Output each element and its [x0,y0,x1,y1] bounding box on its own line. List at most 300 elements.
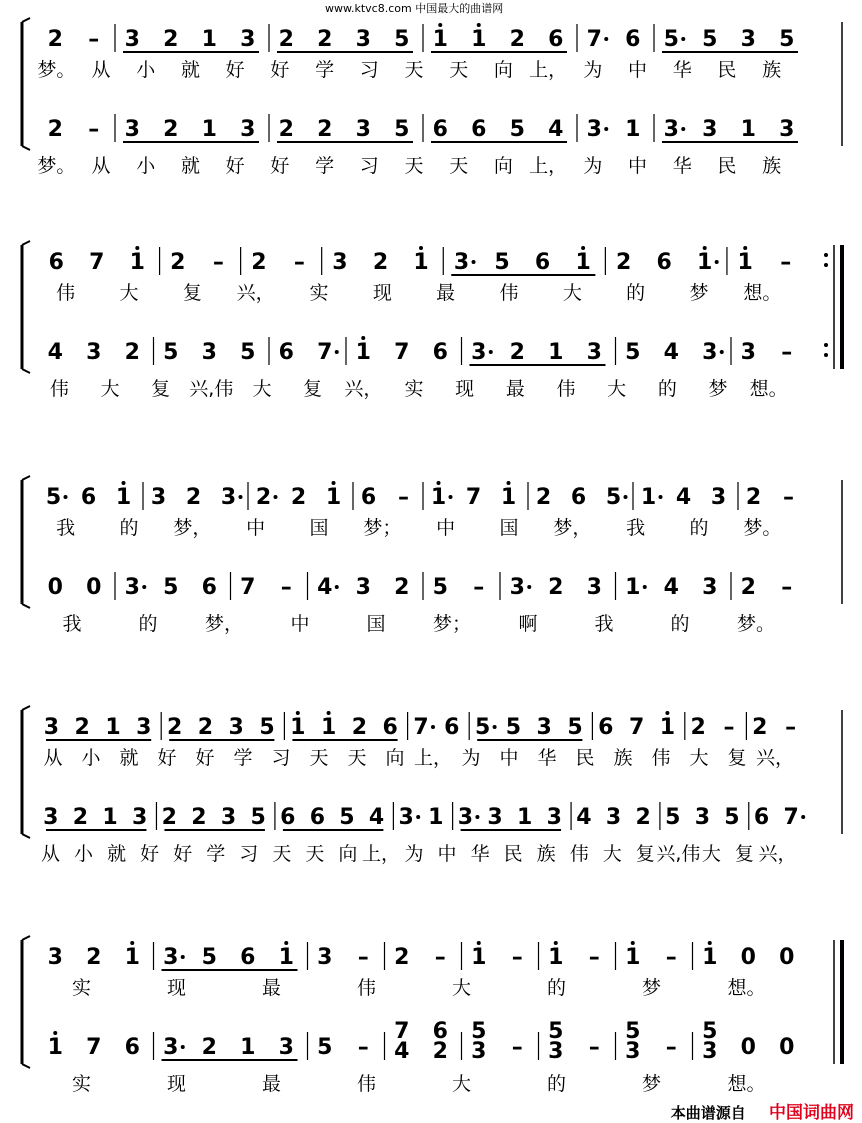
note-s3-v1-b7-1: 7 [783,805,799,830]
note-s4-v1-b3-0-upper: 7 [394,1019,410,1044]
lyric-s3-v1-12: 中 [437,843,457,865]
lyric-s1-v1-3: 兴,伟 [189,378,234,400]
source-footer [671,1098,854,1123]
note-s3-v1-b0-2: 1 [102,805,118,830]
lyric-s1-v1-8: 现 [455,378,475,400]
lyric-s3-v0-14: 民 [575,747,595,769]
note-s2-v0-b5-2-aug-dot [624,495,628,499]
lyric-s1-v1-11: 大 [607,378,627,400]
note-s3-v0-b2-3: 6 [382,715,398,740]
lyric-s0-v1-9: 天 [449,155,469,177]
note-s1-v0-b4-0: 3 [453,250,470,275]
note-s3-v1-b0-3: 3 [131,805,148,830]
lyric-s1-v0-5: 现 [372,282,392,304]
note-s0-v0-b5-2: 3 [740,27,756,52]
lyric-s4-v0-6: 梦 [641,977,662,999]
note-s0-v1-b5-2: 1 [740,117,756,142]
note-s4-v1-b1-0: 3 [163,1035,179,1060]
note-s4-v1-b7-0-upper: 5 [702,1019,718,1044]
note-s4-v0-b1-0-aug-dot [181,955,185,959]
note-s2-v1-b1-0-aug-dot [142,585,146,589]
note-s4-v0-b3-1: – [434,945,446,970]
note-s3-v0-b1-0: 2 [166,715,183,740]
lyric-s1-v0-8: 大 [562,282,582,304]
lyric-s4-v1-4: 大 [451,1073,472,1095]
lyric-s4-v1-5: 的 [546,1073,567,1095]
note-s3-v0-b5-1: 7 [628,715,645,740]
lyric-s2-v0-11: 梦。 [743,517,782,539]
lyric-s0-v1-7: 习 [359,155,379,177]
lyric-s1-v1-1: 大 [100,378,120,400]
note-s1-v1-b3-1: 7 [394,340,410,365]
lyric-s2-v1-5: 梦； [432,613,472,635]
bracket-bottom-0 [22,146,30,150]
note-s2-v0-b0-0: 5 [45,485,62,510]
lyric-s4-v0-1: 现 [166,977,187,999]
lyric-s3-v1-9: 向 [338,843,358,865]
note-s4-v1-b2-1: – [357,1035,369,1060]
note-s2-v1-b4-1: – [473,575,485,600]
lyric-s1-v0-2: 复 [182,282,202,304]
note-s4-v1-b1-1: 2 [201,1035,217,1060]
note-s4-v0-b7-1: 0 [740,945,756,970]
note-s3-v0-b4-0-aug-dot [493,725,497,729]
note-s3-v1-b0-0: 3 [43,805,59,830]
note-s3-v1-b4-2: 1 [516,805,533,830]
lyric-s0-v0-0: 梦。 [37,59,76,81]
note-s0-v1-b5-3: 3 [779,117,795,142]
note-s1-v0-b4-1: 5 [494,250,510,275]
note-s4-v1-b3-0-lower: 4 [394,1039,410,1064]
repeat-dot-0 [824,253,828,257]
lyric-s3-v0-8: 天 [347,747,367,769]
note-s3-v0-b4-1: 5 [505,715,522,740]
note-s0-v0-b5-0-aug-dot [681,37,685,41]
repeat-dot-3 [824,353,828,357]
note-s0-v1-b5-0: 3 [663,117,679,142]
note-s3-v0-b2-2: 2 [351,715,368,740]
note-s4-v1-b5-0-lower: 3 [548,1039,564,1064]
lyric-s4-v1-0: 实 [71,1073,92,1095]
lyric-s0-v0-5: 好 [270,59,290,81]
note-s4-v1-b4-1: – [511,1035,523,1060]
lyric-s3-v1-0: 从 [41,843,61,865]
lyric-s3-v0-1: 小 [81,747,101,769]
note-s1-v0-b4-0-aug-dot [472,260,476,264]
note-s3-v1-b7-0: 6 [753,805,770,830]
note-s3-v0-b0-3: 3 [136,715,152,740]
note-s3-v1-b1-3: 5 [250,805,266,830]
lyric-s3-v1-13: 华 [470,843,490,865]
note-s3-v1-b2-2: 5 [339,805,355,830]
note-s1-v1-b6-1: – [781,340,793,365]
lyric-s3-v1-14: 民 [503,843,523,865]
note-s2-v1-b5-1: 2 [548,575,564,600]
lyric-s1-v0-9: 的 [626,282,646,304]
note-s1-v0-b6-1: – [780,250,792,275]
lyric-s0-v0-10: 向 [493,59,513,81]
note-s1-v1-b1-0: 5 [163,340,179,365]
bracket-bottom-1 [22,369,30,373]
note-s0-v1-b4-0-aug-dot [604,127,608,131]
lyric-s0-v1-4: 好 [225,155,245,177]
note-s0-v1-b1-3: 3 [240,117,256,142]
note-s0-v0-b3-0-octave-dot [438,23,442,27]
note-s3-v0-b3-1: 6 [444,715,460,740]
note-s4-v0-b2-1: – [357,945,369,970]
note-s1-v0-b4-3: 1 [575,250,591,275]
lyric-s0-v1-0: 梦。 [37,155,76,177]
note-s4-v1-b0-2: 6 [124,1035,140,1060]
note-s0-v1-b1-1: 2 [163,117,179,142]
lyric-s0-v1-16: 族 [762,155,782,177]
note-s3-v0-b4-2: 3 [536,715,552,740]
lyric-s3-v1-20: 大 [701,843,721,865]
note-s2-v0-b3-0: 6 [360,485,377,510]
note-s2-v0-b1-0: 3 [150,485,167,510]
lyric-s0-v1-12: 为 [583,155,603,177]
note-s4-v0-b7-0-octave-dot [708,941,712,945]
note-s4-v0-b7-0: 1 [702,945,718,970]
note-s2-v1-b7-1: – [781,575,793,600]
note-s0-v1-b3-3: 4 [548,117,564,142]
lyric-s3-v0-11: 为 [461,747,481,769]
note-s4-v0-b6-0: 1 [625,945,641,970]
note-s2-v0-b1-2-aug-dot [239,495,243,499]
lyric-s1-v1-6: 兴， [344,378,383,400]
note-s2-v1-b3-0: 4 [317,575,333,600]
note-s2-v0-b5-1: 6 [570,485,587,510]
note-s4-v1-b3-1-lower: 2 [432,1039,448,1064]
note-s4-v0-b4-1: – [511,945,523,970]
note-s1-v1-b2-1-aug-dot [335,350,339,354]
lyric-s3-v0-3: 好 [157,747,177,769]
lyric-s0-v1-14: 华 [672,155,692,177]
lyric-s1-v1-5: 复 [303,378,323,400]
bracket-bottom-3 [22,834,30,838]
note-s3-v0-b2-1-octave-dot [327,711,331,715]
lyric-s1-v1-10: 伟 [556,378,576,400]
lyric-s3-v1-15: 族 [536,843,556,865]
note-s3-v0-b0-2: 1 [105,715,121,740]
note-s1-v1-b1-1: 3 [201,340,217,365]
note-s4-v1-b6-0-upper: 5 [625,1019,641,1044]
note-s4-v0-b6-0-octave-dot [631,941,635,945]
note-s1-v0-b5-2-octave-dot [703,246,707,250]
lyric-s2-v1-4: 国 [366,613,386,635]
note-s3-v0-b5-0: 6 [598,715,614,740]
bracket-top-0 [22,18,30,22]
note-s3-v0-b1-1: 2 [197,715,214,740]
note-s0-v0-b5-0: 5 [663,27,679,52]
lyric-s2-v1-0: 我 [62,613,82,635]
note-s2-v0-b2-1: 2 [290,485,307,510]
lyric-s0-v0-9: 天 [449,59,469,81]
lyric-s0-v0-15: 民 [717,59,737,81]
note-s2-v0-b6-1: 4 [675,485,692,510]
lyric-s0-v1-5: 好 [270,155,290,177]
lyric-s3-v0-5: 学 [233,747,253,769]
note-s1-v0-b5-1: 6 [656,250,672,275]
note-s1-v1-b3-0: 1 [355,340,371,365]
note-s3-v0-b6-1: – [723,715,735,740]
note-s0-v0-b2-1: 2 [317,27,333,52]
lyric-s0-v0-1: 从 [91,59,111,81]
note-s4-v0-b1-0: 3 [163,945,179,970]
note-s1-v0-b0-0: 6 [48,250,64,275]
lyric-s0-v1-10: 向 [493,155,513,177]
note-s1-v0-b6-0: 1 [737,250,753,275]
note-s2-v1-b0-0: 0 [47,575,63,600]
note-s4-v0-b4-0-octave-dot [477,941,481,945]
lyric-s0-v0-7: 习 [359,59,379,81]
lyric-s2-v0-5: 梦； [363,517,402,539]
note-s3-v1-b0-1: 2 [72,805,89,830]
bracket-top-2 [22,476,30,480]
note-s2-v1-b2-1: – [280,575,292,600]
note-s1-v0-b2-0: 2 [251,250,267,275]
lyric-s3-v0-4: 好 [195,747,215,769]
lyric-s0-v0-2: 小 [136,59,156,81]
note-s3-v1-b7-1-aug-dot [801,815,805,819]
note-s1-v1-b2-0: 6 [278,340,294,365]
lyric-s2-v1-7: 我 [594,613,614,635]
lyric-s0-v0-13: 中 [628,59,648,81]
note-s0-v1-b3-0: 6 [432,117,448,142]
lyric-s3-v0-7: 天 [309,747,329,769]
note-s3-v0-b6-0: 2 [690,715,706,740]
lyric-s0-v0-3: 就 [180,59,200,81]
note-s1-v0-b4-2: 6 [534,250,551,275]
note-s2-v0-b2-2: 1 [325,485,342,510]
note-s2-v1-b3-0-aug-dot [335,585,339,589]
note-s1-v0-b5-2-aug-dot [715,260,719,264]
lyric-s1-v0-3: 兴， [236,282,275,304]
note-s4-v0-b2-0: 3 [317,945,333,970]
lyric-s4-v1-2: 最 [261,1073,282,1095]
lyric-s2-v0-1: 的 [119,517,139,539]
note-s1-v1-b4-2: 1 [548,340,564,365]
note-s3-v1-b5-0: 4 [576,805,592,830]
note-s2-v1-b4-0: 5 [432,575,448,600]
lyric-s3-v1-10: 上， [361,843,400,865]
note-s2-v0-b7-0: 2 [745,485,762,510]
lyric-s2-v1-3: 中 [290,613,310,635]
note-s4-v0-b0-1: 2 [86,945,102,970]
lyric-s0-v0-4: 好 [225,59,245,81]
note-s3-v1-b4-0: 3 [457,805,474,830]
note-s2-v0-b0-2: 1 [115,485,132,510]
lyric-s0-v0-11: 上， [529,59,568,81]
note-s2-v0-b4-0: 1 [430,485,447,510]
note-s1-v0-b1-1: – [212,250,224,275]
lyric-s1-v1-9: 最 [505,378,525,400]
lyric-s0-v1-8: 天 [404,155,424,177]
note-s3-v1-b1-0: 2 [161,805,177,830]
note-s2-v1-b5-2: 3 [586,575,602,600]
note-s4-v1-b4-0-upper: 5 [471,1019,487,1044]
note-s1-v1-b4-0-aug-dot [489,350,493,354]
lyric-s1-v1-0: 伟 [49,378,69,400]
note-s3-v0-b1-2: 3 [228,715,244,740]
note-s1-v1-b0-0: 4 [47,340,63,365]
bracket-bottom-2 [22,604,30,608]
lyric-s1-v0-11: 想。 [743,282,782,304]
bracket-bottom-4 [22,1064,30,1068]
lyric-s1-v0-1: 大 [119,282,139,304]
lyric-s2-v0-2: 梦， [173,517,212,539]
note-s4-v1-b5-0-upper: 5 [548,1019,564,1044]
lyric-s3-v1-17: 大 [602,843,622,865]
lyric-s4-v0-4: 大 [451,977,472,999]
note-s0-v1-b2-2: 3 [355,117,371,142]
note-s2-v0-b4-0-octave-dot [437,481,441,485]
lyric-s1-v1-13: 梦 [708,378,728,400]
bracket-top-1 [22,241,30,245]
note-s1-v1-b3-0-octave-dot [361,336,365,340]
note-s2-v1-b3-1: 3 [355,575,371,600]
note-s0-v0-b1-3: 3 [240,27,256,52]
lyric-s1-v1-4: 大 [252,378,272,400]
site-name: 中国最大的曲谱网 [415,2,504,15]
note-s0-v1-b2-1: 2 [317,117,333,142]
note-s1-v0-b0-1: 7 [89,250,105,275]
note-s3-v0-b0-1: 2 [74,715,90,740]
lyric-s4-v0-7: 想。 [727,977,766,999]
note-s4-v1-b7-0-lower: 3 [702,1039,718,1064]
lyric-s0-v0-8: 天 [404,59,424,81]
note-s1-v1-b6-0: 3 [740,340,756,365]
note-s1-v0-b3-2: 1 [413,250,429,275]
lyric-s0-v0-12: 为 [583,59,603,81]
note-s4-v0-b1-3-octave-dot [284,941,288,945]
note-s4-v0-b1-2: 6 [240,945,256,970]
note-s0-v1-b2-0: 2 [278,117,294,142]
lyric-s1-v1-2: 复 [151,378,171,400]
note-s2-v0-b6-0: 1 [640,485,657,510]
note-s1-v1-b4-0: 3 [471,340,487,365]
lyric-s3-v0-17: 大 [689,747,709,769]
note-s0-v1-b4-1: 1 [625,117,641,142]
note-s3-v0-b4-0: 5 [474,715,491,740]
lyric-s3-v0-6: 习 [271,747,291,769]
note-s4-v0-b1-3: 1 [278,945,294,970]
note-s0-v0-b5-1: 5 [702,27,718,52]
note-s4-v1-b0-0: 1 [47,1035,63,1060]
note-s3-v0-b3-0: 7 [413,715,429,740]
lyric-s3-v1-4: 好 [173,843,193,865]
note-s2-v0-b0-0-aug-dot [64,495,68,499]
note-s2-v0-b5-0: 2 [535,485,552,510]
note-s3-v1-b1-1: 2 [191,805,207,830]
note-s0-v0-b5-3: 5 [779,27,795,52]
note-s2-v0-b4-2-octave-dot [507,481,511,485]
note-s3-v1-b3-0: 3 [398,805,414,830]
note-s3-v0-b7-0: 2 [752,715,768,740]
note-s0-v0-b1-2: 1 [201,27,217,52]
lyric-s1-v0-6: 最 [436,282,456,304]
note-s1-v0-b5-0: 2 [615,250,632,275]
note-s1-v0-b2-1: – [293,250,305,275]
note-s2-v0-b1-2: 3 [220,485,237,510]
repeat-dot-1 [824,263,828,267]
note-s3-v0-b4-3: 5 [567,715,583,740]
lyric-s0-v1-6: 学 [315,155,335,177]
note-s0-v1-b4-0: 3 [586,117,602,142]
note-s3-v1-b6-2: 5 [724,805,740,830]
note-s2-v0-b2-0: 2 [255,485,272,510]
site-url: www.ktvc8.com [325,2,412,15]
note-s2-v1-b3-2: 2 [394,575,410,600]
lyric-s0-v1-13: 中 [628,155,648,177]
note-s3-v1-b1-2: 3 [220,805,237,830]
note-s2-v1-b6-2: 3 [702,575,718,600]
lyric-s2-v0-7: 国 [499,517,519,539]
note-s0-v0-b3-1: 1 [471,27,487,52]
lyric-s3-v0-2: 就 [119,747,139,769]
note-s1-v1-b4-3: 3 [586,340,602,365]
note-s0-v0-b0-1: – [88,27,100,52]
lyric-s2-v1-6: 啊 [518,613,538,635]
lyric-s3-v0-18: 复 [727,747,747,769]
bracket-top-3 [22,706,30,710]
note-s1-v1-b3-2: 6 [432,340,448,365]
note-s2-v1-b1-2: 6 [201,575,217,600]
note-s4-v0-b4-0: 1 [471,945,487,970]
note-s0-v0-b0-0: 2 [47,27,63,52]
note-s0-v1-b2-3: 5 [394,117,410,142]
note-s0-v0-b1-1: 2 [163,27,179,52]
lyric-s3-v0-16: 伟 [651,747,671,769]
lyric-s3-v0-12: 中 [499,747,519,769]
note-s2-v1-b1-1: 5 [163,575,179,600]
note-s4-v0-b0-2-octave-dot [130,941,134,945]
lyric-s4-v0-2: 最 [261,977,282,999]
lyric-s2-v0-9: 我 [626,517,646,539]
lyric-s4-v1-7: 想。 [727,1073,766,1095]
note-s1-v0-b5-2: 1 [697,250,713,275]
note-s0-v0-b2-0: 2 [278,27,294,52]
lyric-s3-v1-22: 兴， [758,843,797,865]
note-s2-v0-b2-0-aug-dot [274,495,278,499]
note-s3-v0-b5-2: 1 [659,715,676,740]
note-s0-v1-b1-0: 3 [124,117,140,142]
note-s4-v1-b1-0-aug-dot [181,1045,185,1049]
lyric-s1-v1-7: 实 [404,378,424,400]
lyric-s3-v0-10: 上， [413,747,453,769]
note-s4-v1-b1-2: 1 [240,1035,256,1060]
note-s3-v0-b2-0-octave-dot [296,711,300,715]
note-s3-v1-b2-0: 6 [280,805,296,830]
note-s2-v0-b6-2: 3 [710,485,727,510]
lyric-s3-v1-21: 复 [734,843,754,865]
lyric-s4-v1-6: 梦 [641,1073,662,1095]
note-s1-v1-b0-1: 3 [86,340,102,365]
lyric-s1-v1-14: 想。 [749,378,788,400]
lyric-s2-v1-9: 梦。 [736,613,776,635]
note-s0-v0-b1-0: 3 [124,27,140,52]
note-s4-v0-b5-0-octave-dot [554,941,558,945]
note-s2-v1-b5-0: 3 [509,575,525,600]
lyric-s0-v1-15: 民 [717,155,737,177]
note-s0-v1-b5-1: 3 [702,117,718,142]
note-s0-v1-b0-0: 2 [47,117,63,142]
note-s1-v1-b5-0: 5 [625,340,641,365]
note-s2-v0-b4-2: 1 [500,485,517,510]
note-s3-v0-b1-3: 5 [259,715,275,740]
note-s0-v1-b3-2: 5 [509,117,525,142]
note-s2-v0-b0-1: 6 [80,485,97,510]
